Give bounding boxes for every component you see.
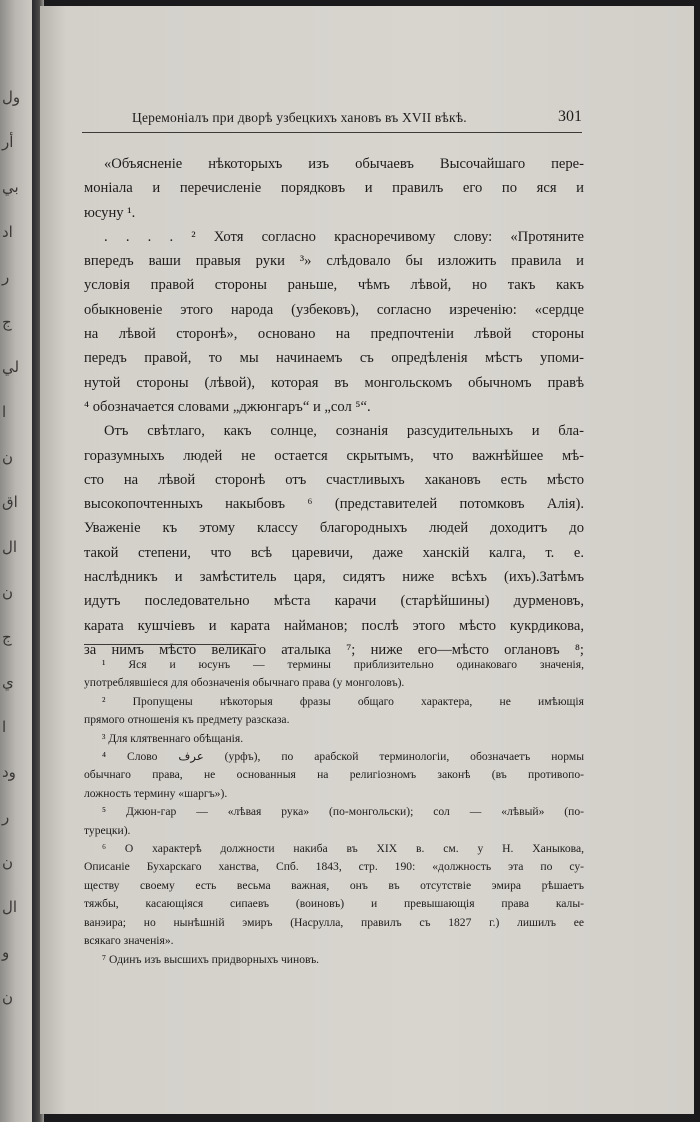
- body-line: наслѣдникъ и замѣститель царя, сидятъ ниже всѣхъ (ихъ).Затѣмъ: [84, 569, 584, 586]
- footnote-line: всякаго значенія».: [84, 934, 174, 948]
- footnote-line: ³ Для клятвеннаго обѣщанія.: [102, 731, 244, 745]
- footnote-line: ванэира; но нынѣшній эмиръ (Насрулла, правилъ съ 1827 г.) лишилъ ее: [84, 915, 584, 929]
- body-line: высокопочтенныхъ накыбовъ ⁶ (представителей потомковъ Алія).: [84, 496, 584, 513]
- facing-page-glyph: ود: [2, 763, 16, 781]
- book-page: [40, 6, 694, 1114]
- footnote-rule: [84, 644, 256, 645]
- facing-page-glyph: ج: [2, 628, 12, 646]
- body-line: за нимъ мѣсто великаго аталыка ⁷; ниже его—мѣсто оглановъ ⁸;: [84, 641, 584, 658]
- facing-page-glyph: ج: [2, 313, 12, 331]
- page-header: [82, 106, 582, 133]
- facing-page-glyph: ر: [2, 268, 10, 286]
- facing-page-glyph: ا: [2, 403, 7, 421]
- body-line: горазумныхъ людей не остается скрытымъ, что важнѣйшее мѣ-: [84, 447, 584, 464]
- body-line: идутъ последовательно мѣста карачи (старѣйшины) дурменовъ,: [84, 593, 584, 610]
- facing-page-glyph: ن: [2, 853, 14, 871]
- facing-page-glyph: لي: [2, 358, 20, 376]
- body-line: условія правой стороны раньше, чѣмъ лѣвой, но такъ какъ: [84, 277, 584, 294]
- body-line: моніала и перечисленіе порядковъ и правилъ его по яся и: [84, 180, 584, 197]
- footnote-line: ¹ Яся и юсунъ — термины приблизительно одинаковаго значенія,: [102, 658, 584, 671]
- footnote-line: употреблявшіеся для обозначенія обычнаго права (у монголовъ).: [84, 676, 405, 690]
- facing-page: [0, 0, 34, 1122]
- facing-page-glyph: اق: [2, 493, 18, 511]
- body-line: нутой стороны (лѣвой), которая въ монгольскомъ обычномъ правѣ: [84, 374, 584, 391]
- body-line: впередъ ваши правыя руки ³» слѣдовало бы изложить правила и: [84, 253, 584, 270]
- footnote-line: ² Пропущены нѣкоторыя фразы общаго характера, не имѣющія: [102, 694, 584, 708]
- body-line: такой степени, что всѣ царевичи, даже ханскій калга, т. е.: [84, 544, 584, 561]
- footnote-line: ⁶ О характерѣ должности накиба въ XIX в. см. у Н. Ханыкова,: [102, 842, 584, 856]
- body-line: передъ правой, то мы начинаемъ съ опредѣленія мѣстъ упоми-: [84, 350, 584, 367]
- footnote-line: Описаніе Бухарскаго ханства, Спб. 1843, стр. 190: «должность эта по су-: [84, 860, 584, 874]
- body-line: Отъ свѣтлаго, какъ солнце, сознанія разсудительныхъ и бла-: [104, 423, 584, 440]
- facing-page-glyph: ا: [2, 718, 7, 736]
- body-line: карата кушчіевъ и карата найманов; послѣ этого мѣсто кукрдикова,: [84, 617, 584, 634]
- footnote-line: ⁴ Слово عرف (урфъ), по арабской терминологіи, обозначаетъ нормы: [102, 750, 584, 764]
- running-head: Церемоніалъ при дворѣ узбецкихъ хановъ въ XVII вѣкѣ.: [132, 110, 467, 125]
- footnote-line: ⁵ Джюн-гар — «лѣвая рука» (по-монгольски); сол — «лѣвый» (по-: [102, 805, 584, 819]
- footnote-line: турецки).: [84, 823, 131, 837]
- facing-page-glyph: ال: [2, 538, 18, 556]
- facing-page-glyph: ن: [2, 988, 14, 1006]
- body-line: сто на лѣвой сторонѣ отъ счастливыхъ хакановъ есть мѣсто: [84, 471, 584, 488]
- facing-page-glyph: أر: [2, 133, 14, 151]
- facing-page-glyph: ي: [2, 673, 14, 691]
- facing-page-glyph: ال: [2, 898, 18, 916]
- footnote-line: ложность термину «шаргъ»).: [84, 786, 228, 800]
- facing-page-glyph: ن: [2, 448, 14, 466]
- body-line: . . . . ² Хотя согласно красноречивому слову: «Протяните: [104, 228, 584, 245]
- footnote-line: прямого отношенія къ предмету разсказа.: [84, 713, 290, 727]
- footnotes: [84, 656, 584, 969]
- body-text: [84, 152, 584, 662]
- facing-page-glyph: و: [2, 943, 10, 961]
- body-line: обыкновеніе этого народа (узбековъ), согласно изреченію: «сердце: [84, 301, 584, 318]
- facing-page-glyph: ر: [2, 808, 10, 826]
- body-line: юсуну ¹.: [84, 204, 136, 221]
- facing-page-glyph: بي: [2, 178, 19, 196]
- footnote-line: ществу своему есть весьма важная, онъ въ отсутствіе эмира рѣшаетъ: [84, 878, 584, 892]
- body-line: на лѣвой сторонѣ», основано на предпочтеніи лѣвой стороны: [84, 326, 584, 343]
- facing-page-glyph: ن: [2, 583, 14, 601]
- body-line: Уваженіе къ этому классу благородныхъ людей доходитъ до: [84, 520, 584, 537]
- footnote-line: тяжбы, касающіяся сипаевъ (воиновъ) и превышающія права калы-: [84, 897, 584, 911]
- page-number: 301: [558, 108, 582, 125]
- footnote-line: ⁷ Одинъ изъ высшихъ придворныхъ чиновъ.: [102, 952, 320, 966]
- footnote-line: обычнаго права, не основанныя на религіозномъ законѣ (въ противопо-: [84, 768, 584, 782]
- body-line: «Объясненіе нѣкоторыхъ изъ обычаевъ Высочайшаго пере-: [104, 156, 584, 172]
- facing-page-glyph: ول: [2, 88, 21, 106]
- body-line: ⁴ обозначается словами „джюнгаръ“ и „сол ⁵“.: [84, 398, 371, 415]
- facing-page-glyph: اد: [2, 223, 13, 241]
